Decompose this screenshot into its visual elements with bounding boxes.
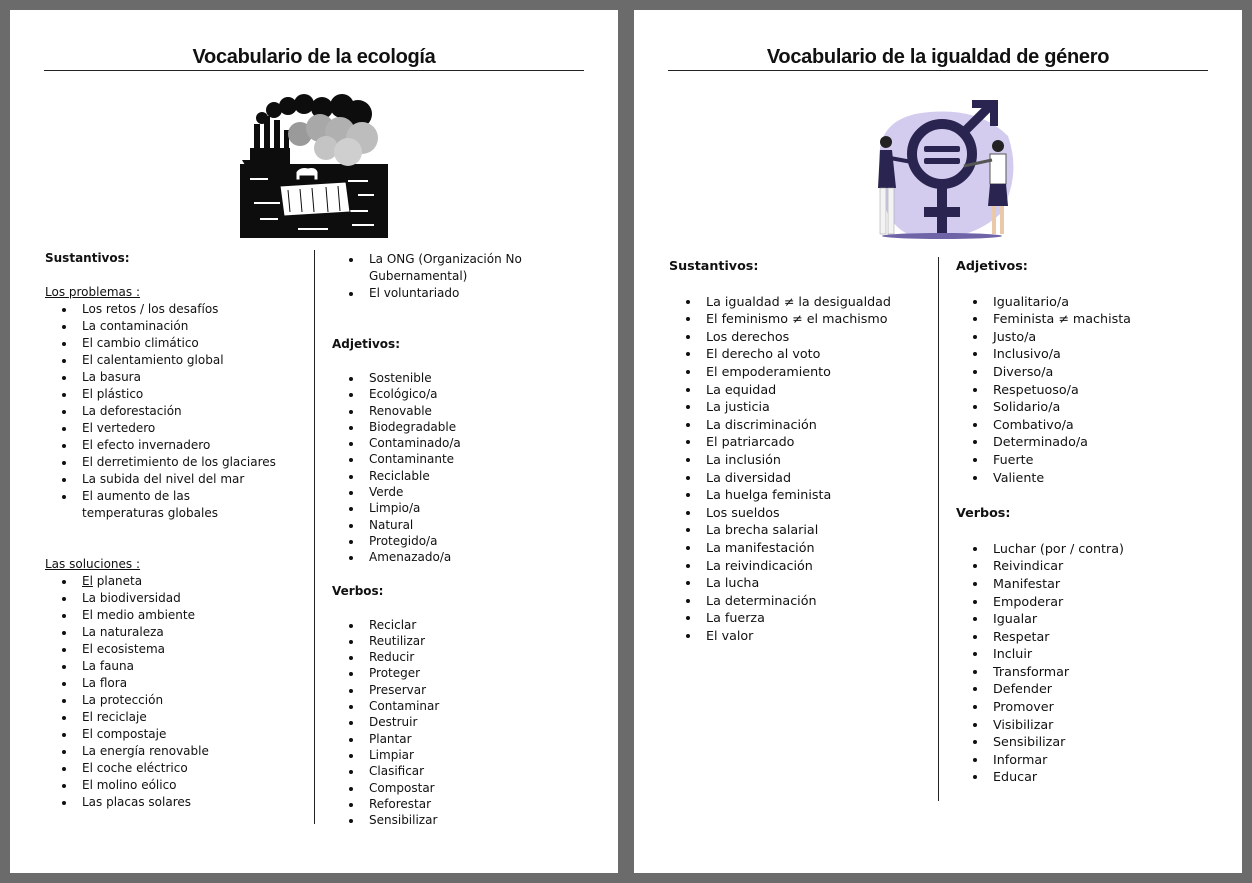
- list-item: La discriminación: [669, 416, 939, 434]
- list-item: Igualitario/a: [956, 293, 1216, 311]
- ecology-sustantivos-heading: Sustantivos:: [45, 251, 130, 265]
- list-item: Visibilizar: [956, 716, 1216, 734]
- list-item: El empoderamiento: [669, 363, 939, 381]
- list-item: Los derechos: [669, 328, 939, 346]
- list-item: Contaminado/a: [332, 435, 562, 451]
- list-item: El cambio climático: [45, 335, 315, 352]
- list-item: El derretimiento de los glaciares: [45, 454, 315, 471]
- list-item: La huelga feminista: [669, 486, 939, 504]
- list-item: Combativo/a: [956, 416, 1216, 434]
- list-item: Reivindicar: [956, 557, 1216, 575]
- list-item: Manifestar: [956, 575, 1216, 593]
- list-item: El plástico: [45, 386, 315, 403]
- gender-page: [634, 10, 1242, 873]
- list-item: Natural: [332, 517, 562, 533]
- list-item: La diversidad: [669, 469, 939, 487]
- list-item: La inclusión: [669, 451, 939, 469]
- gender-verbos-heading: Verbos:: [956, 505, 1011, 521]
- list-item: El vertedero: [45, 420, 315, 437]
- list-item: El voluntariado: [332, 285, 562, 302]
- list-item: Limpio/a: [332, 500, 562, 516]
- list-item: La naturaleza: [45, 624, 315, 641]
- list-item: El derecho al voto: [669, 345, 939, 363]
- list-item: El patriarcado: [669, 433, 939, 451]
- list-item: Biodegradable: [332, 419, 562, 435]
- list-item: Fuerte: [956, 451, 1216, 469]
- list-item: Reducir: [332, 649, 562, 665]
- list-item: Contaminar: [332, 698, 562, 714]
- list-item: Educar: [956, 768, 1216, 786]
- gender-adjetivos-list: [956, 293, 1216, 487]
- list-item: Feminista ≠ machista: [956, 310, 1216, 328]
- list-item: Reforestar: [332, 796, 562, 812]
- underlined-article: El: [82, 574, 93, 588]
- list-item: Verde: [332, 484, 562, 500]
- list-item: La flora: [45, 675, 315, 692]
- list-item: La brecha salarial: [669, 521, 939, 539]
- list-item: Renovable: [332, 403, 562, 419]
- gender-title: Vocabulario de la igualdad de género: [766, 46, 1110, 68]
- list-item: La contaminación: [45, 318, 315, 335]
- list-item: Informar: [956, 751, 1216, 769]
- list-item: La determinación: [669, 592, 939, 610]
- list-item: Empoderar: [956, 593, 1216, 611]
- gender-verbos-list: [956, 540, 1216, 786]
- list-item: Transformar: [956, 663, 1216, 681]
- list-item: Los sueldos: [669, 504, 939, 522]
- list-item: La justicia: [669, 398, 939, 416]
- list-item: La fuerza: [669, 609, 939, 627]
- list-item: El efecto invernadero: [45, 437, 315, 454]
- list-item: Compostar: [332, 780, 562, 796]
- list-item: El reciclaje: [45, 709, 315, 726]
- list-item: Protegido/a: [332, 533, 562, 549]
- list-item: Limpiar: [332, 747, 562, 763]
- list-item: El calentamiento global: [45, 352, 315, 369]
- ecology-problemas-list: [45, 301, 315, 522]
- gender-sustantivos-list: [669, 293, 939, 645]
- ecology-adjetivos-heading: Adjetivos:: [332, 337, 400, 351]
- list-item: El coche eléctrico: [45, 760, 315, 777]
- list-item: La basura: [45, 369, 315, 386]
- list-item: Proteger: [332, 665, 562, 681]
- list-item: Destruir: [332, 714, 562, 730]
- list-item: Valiente: [956, 469, 1216, 487]
- list-item: Ecológico/a: [332, 386, 562, 402]
- ecology-verbos-heading: Verbos:: [332, 583, 384, 598]
- list-item: Promover: [956, 698, 1216, 716]
- list-item: Reutilizar: [332, 633, 562, 649]
- list-item: Clasificar: [332, 763, 562, 779]
- list-item: Sensibilizar: [956, 733, 1216, 751]
- ecology-title-rule: [44, 70, 584, 71]
- list-item: Diverso/a: [956, 363, 1216, 381]
- list-item: La protección: [45, 692, 315, 709]
- list-item: La fauna: [45, 658, 315, 675]
- list-item: Sostenible: [332, 370, 562, 386]
- ecology-title: Vocabulario de la ecología: [192, 46, 436, 68]
- list-item: La igualdad ≠ la desigualdad: [669, 293, 939, 311]
- list-item: Respetar: [956, 628, 1216, 646]
- list-item: Justo/a: [956, 328, 1216, 346]
- ecology-soluciones-heading: Las soluciones :: [45, 557, 141, 571]
- list-item: Los retos / los desafíos: [45, 301, 315, 318]
- list-item: Incluir: [956, 645, 1216, 663]
- list-item: El compostaje: [45, 726, 315, 743]
- ecology-adjetivos-list: [332, 370, 562, 566]
- list-item: La equidad: [669, 381, 939, 399]
- ecology-column-divider: [314, 250, 315, 824]
- list-item: Las placas solares: [45, 794, 315, 811]
- gender-column-divider: [938, 257, 939, 801]
- list-item: La ONG (Organización No Gubernamental): [332, 251, 529, 285]
- gender-adjetivos-heading: Adjetivos:: [956, 258, 1028, 273]
- list-item: El molino eólico: [45, 777, 315, 794]
- list-item: Luchar (por / contra): [956, 540, 1216, 558]
- gender-title-rule: [668, 70, 1208, 71]
- list-item: Solidario/a: [956, 398, 1216, 416]
- list-item: Contaminante: [332, 451, 562, 467]
- list-item: El ecosistema: [45, 641, 315, 658]
- list-item: La biodiversidad: [45, 590, 315, 607]
- gender-sustantivos-heading: Sustantivos:: [669, 258, 759, 273]
- ecology-verbos-list: [332, 617, 562, 829]
- list-item: Plantar: [332, 731, 562, 747]
- list-item: Defender: [956, 680, 1216, 698]
- list-item: La deforestación: [45, 403, 315, 420]
- gender-equality-illustration-icon: [860, 96, 1020, 246]
- list-item: La subida del nivel del mar: [45, 471, 315, 488]
- list-item: La reivindicación: [669, 557, 939, 575]
- list-item: La manifestación: [669, 539, 939, 557]
- list-item: El valor: [669, 627, 939, 645]
- list-item: Inclusivo/a: [956, 345, 1216, 363]
- list-item: El aumento de las temperaturas globales: [45, 488, 272, 522]
- pollution-illustration-icon: [240, 94, 388, 238]
- list-item-rest: planeta: [92, 574, 143, 588]
- list-item: Igualar: [956, 610, 1216, 628]
- list-item: Preservar: [332, 682, 562, 698]
- ecology-soluciones-continued-list: [332, 251, 562, 302]
- list-item: Reciclar: [332, 617, 562, 633]
- list-item: Respetuoso/a: [956, 381, 1216, 399]
- list-item: La lucha: [669, 574, 939, 592]
- list-item: El medio ambiente: [45, 607, 315, 624]
- list-item: Determinado/a: [956, 433, 1216, 451]
- ecology-page: [10, 10, 618, 873]
- list-item: El feminismo ≠ el machismo: [669, 310, 939, 328]
- list-item: Reciclable: [332, 468, 562, 484]
- list-item: La energía renovable: [45, 743, 315, 760]
- list-item: [45, 573, 315, 590]
- list-item: Amenazado/a: [332, 549, 562, 565]
- list-item: Sensibilizar: [332, 812, 562, 828]
- ecology-soluciones-list: [45, 573, 315, 811]
- ecology-problemas-heading: Los problemas :: [45, 285, 140, 299]
